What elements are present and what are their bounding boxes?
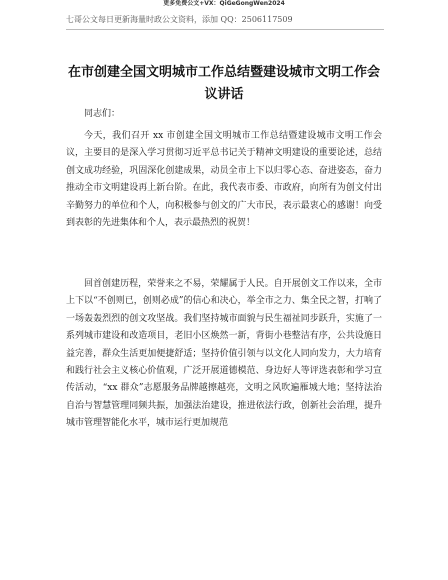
top-banner: 更多免费公文+VX：QiGeGongWen2024 — [163, 0, 285, 7]
document-title: 在市创建全国文明城市工作总结暨建设城市文明工作会议讲话 — [67, 65, 380, 102]
salutation: 同志们： — [84, 109, 121, 119]
body-paragraph-1: 今天，我们召开 xx 市创建全国文明城市工作总结暨建设城市文明工作会议，主要目的是深入学习贯彻习近平总书记关于精神文明建设的重要论述，总结创文成功经验，巩固深化创建成果，动员全市上下以归零心态、奋进姿态，奋力推动全市文明建设再上新台阶。在此，我代表市委、市政府，向所有为创文付出辛勤努力的单位和个人，向积极参与创文的广大市民，表示最衷心的感谢！向受到表彰的先进集体和个人，表示最热烈的祝贺！ — [66, 131, 382, 229]
page-header: 七哥公文每日更新海量时政公文资料，添加 QQ：2506117509 — [66, 15, 293, 24]
body-paragraph-2: 回首创建历程，荣誉来之不易，荣耀属于人民。自开展创文工作以来，全市上下以“不创则已，创则必成”的信心和决心，举全市之力、集全民之智，打响了一场轰轰烈烈的创文攻坚战。我们坚持城市面貌与民生福祉同步跃升，实施了一系列城市建设和改造项目，老旧小区焕然一新，背街小巷整洁有序，公共设施日益完善，群众生活更加便捷舒适；坚持价值引领与以文化人同向发力，大力培育和践行社会主义核心价值观，广泛开展道德模范、身边好人等评选表彰和学习宣传活动，“xx 群众”志愿服务品牌越擦越亮，文明之风吹遍雁城大地；坚持法治自治与智慧管理同频共振，加强法治建设，推进依法行政，创新社会治理，提升城市管理智能化水平，城市运行更加规范 — [66, 279, 382, 429]
header-divider — [66, 29, 384, 30]
